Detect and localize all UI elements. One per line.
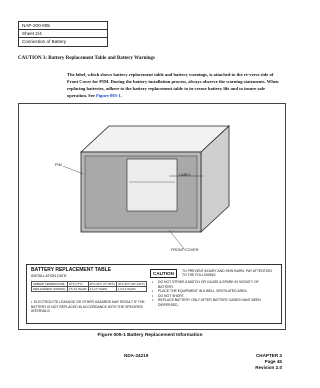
paragraph-end: . [120, 93, 122, 98]
battery-note-text: ELECTROLYTE LEAKAGE OR OTHER HAZARDS MAY RESULT IF THE BATTERY IS NOT REPLACED IN ACCORDANCE WITH THE SPECIFIED INTERVALS. [31, 300, 145, 314]
pim-leader [63, 166, 83, 174]
list-item: • DO NOT STRIKE A MATCH OR CAUSE A SPARK IN VICINITY OF BATTERY. [152, 280, 274, 289]
installation-date: INSTALLATION DATE: [31, 274, 68, 278]
caution-list [152, 280, 274, 308]
replacement-table [31, 281, 147, 292]
footer-doc-number: NDA-24219 [124, 353, 149, 358]
figure-link[interactable]: Figure 005-1 [95, 93, 121, 98]
table-cell: REPLACEMENT INTERVAL [33, 287, 66, 291]
figure-frame [18, 103, 286, 330]
table-cell: 20°C-30°C (77°-86°F) [89, 282, 115, 286]
pim-label: PIM [55, 163, 62, 167]
caution-box-heading: TO PREVENT INJURY AND SKIN BURN, PAY ATTENTION TO THE FOLLOWING. [182, 269, 272, 278]
footer-chapter: CHAPTER 3 [255, 353, 282, 358]
label-label: LABEL [179, 173, 191, 177]
table-cell: 2.0-2.5 YEARS [88, 287, 116, 292]
front-cover-label: FRONT COVER [171, 248, 199, 252]
table-row [32, 287, 147, 292]
cover-leader [169, 230, 185, 250]
caution-badge: CAUTION [150, 269, 177, 278]
list-item: • REPLACE BATTERY ONLY AFTER BATTERY GASES HAVE BEEN DISPERSED. [152, 298, 274, 307]
table-cell: AMBIENT TEMPERATURE [32, 282, 68, 287]
battery-note: • ELECTROLYTE LEAKAGE OR OTHER HAZARDS MAY RESULT IF THE BATTERY IS NOT REPLACED IN ACCORDANCE WITH THE SPECIFIED INTERVALS. [31, 300, 145, 314]
section-title: Connection of Battery [22, 39, 67, 44]
caution-heading: CAUTION 3: Battery Replacement Table and Battery Warnings [18, 56, 155, 61]
footer-right [255, 353, 282, 371]
header-box [18, 21, 108, 47]
paragraph-text: The label, which shows battery replacement table and battery warnings, is attached to the re-verse side of Front Cover for PIM. During the battery installation process, always observe the warning statements. When replacing batteries, adhere to the battery replacement table to in-crease battery life and to insure safe operation. See [67, 72, 279, 98]
footer-revision: Revision 2.0 [255, 365, 282, 370]
sheet-number: Sheet 2/4 [19, 30, 107, 38]
table-cell: 20°C (77°F) [67, 282, 88, 287]
pim-illustration [19, 104, 285, 264]
label-sticker [127, 159, 177, 211]
table-cell: 1.0-2.0 YEARS [117, 287, 147, 292]
list-item: • PLACE THE EQUIPMENT IN A WELL VENTILATED AREA. [152, 289, 274, 294]
table-cell: 2.5-3.5 YEARS [68, 287, 87, 291]
battery-label-box [26, 264, 282, 324]
list-item: • DO NOT SHORT. [152, 294, 274, 299]
table-cell: 30°C-40°C (86°-104°F) [118, 282, 145, 286]
battery-table-title: BATTERY REPLACEMENT TABLE [31, 267, 112, 273]
doc-id: NAP-200-005 [19, 22, 107, 30]
body-paragraph [67, 71, 282, 99]
figure-caption: Figure 005-1 Battery Replacement Information [97, 333, 203, 338]
footer-page: Page 45 [264, 359, 282, 364]
